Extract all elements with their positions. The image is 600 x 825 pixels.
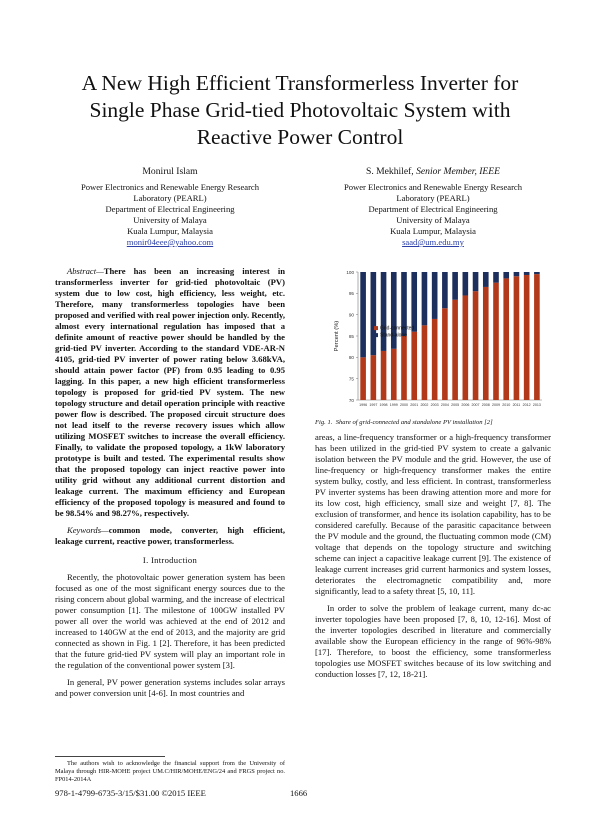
page-number: 1666 xyxy=(290,788,308,798)
figure-1-chart xyxy=(320,266,550,416)
x-tick-label: 2002 xyxy=(420,403,429,407)
bar-stand-alone xyxy=(524,272,530,275)
author-membership: Senior Member, IEEE xyxy=(416,166,501,177)
author-email-link[interactable]: saad@um.edu.my xyxy=(402,237,464,247)
x-tick-label: 2000 xyxy=(400,403,408,407)
y-tick-label: 100 xyxy=(346,269,354,275)
x-tick-label: 1998 xyxy=(379,403,388,407)
bar-grid-connected xyxy=(483,287,489,400)
bar-stand-alone xyxy=(483,272,489,287)
paper-title xyxy=(40,70,560,151)
legend-swatch xyxy=(374,333,378,337)
bar-grid-connected xyxy=(432,319,438,400)
bar-stand-alone xyxy=(493,272,499,283)
left-column xyxy=(55,266,285,699)
bar-stand-alone xyxy=(514,272,520,276)
footnote-rule xyxy=(55,756,165,757)
bar-grid-connected xyxy=(473,291,479,400)
abstract-label: Abstract— xyxy=(67,266,104,276)
figure-caption-text: Share of grid-connected and standalone PV installation [2] xyxy=(335,419,493,426)
bar-stand-alone xyxy=(452,272,458,300)
y-tick-label: 70 xyxy=(348,397,354,403)
keywords xyxy=(55,525,285,547)
bar-grid-connected xyxy=(381,351,387,400)
affiliation-line: Power Electronics and Renewable Energy Research xyxy=(343,182,523,192)
x-tick-label: 2013 xyxy=(532,403,541,407)
author-email-link[interactable]: monir04eee@yahoo.com xyxy=(126,237,214,247)
bar-stand-alone xyxy=(442,272,448,308)
bar-stand-alone xyxy=(360,272,366,357)
x-tick-label: 2008 xyxy=(481,403,490,407)
affiliation-line: Kuala Lumpur, Malaysia xyxy=(390,226,476,236)
y-tick-label: 95 xyxy=(348,291,354,297)
isbn-footer: 978-1-4799-6735-3/15/$31.00 ©2015 IEEE xyxy=(55,788,206,798)
bar-stand-alone xyxy=(463,272,469,295)
x-tick-label: 2009 xyxy=(492,403,500,407)
x-tick-label: 1999 xyxy=(389,403,398,407)
y-axis-label: Percent (%) xyxy=(334,320,340,352)
bar-grid-connected xyxy=(411,332,417,400)
right-column xyxy=(315,432,551,680)
x-tick-label: 2005 xyxy=(451,403,460,407)
bar-stand-alone xyxy=(411,272,417,332)
affiliation-line: Department of Electrical Engineering xyxy=(105,204,235,214)
legend-label: Grid-connected xyxy=(380,325,415,332)
author-name: S. Mekhilef, xyxy=(365,166,414,177)
x-tick-label: 1996 xyxy=(359,403,368,407)
author-block-2 xyxy=(318,166,548,248)
intro-paragraph-2: In general, PV power generation systems includes solar arrays and power conversion unit [4-6]. In most countries and xyxy=(55,677,285,698)
affiliation-line: Power Electronics and Renewable Energy Research xyxy=(80,182,260,192)
bar-grid-connected xyxy=(360,357,366,400)
x-tick-label: 2007 xyxy=(471,403,480,407)
affiliation-line: University of Malaya xyxy=(396,215,470,225)
affiliation-line: Department of Electrical Engineering xyxy=(368,204,498,214)
bar-stand-alone xyxy=(473,272,479,291)
bar-stand-alone xyxy=(381,272,387,351)
bar-stand-alone xyxy=(503,272,509,278)
x-tick-label: 2006 xyxy=(461,403,470,407)
affiliation-line: Kuala Lumpur, Malaysia xyxy=(127,226,213,236)
bar-stand-alone xyxy=(432,272,438,319)
title-line-1: A New High Efficient Transformerless Inverter for xyxy=(81,71,519,95)
x-tick-label: 2001 xyxy=(410,403,419,407)
x-tick-label: 2004 xyxy=(440,403,449,407)
right-paragraph-2: In order to solve the problem of leakage current, many dc-ac inverter topologies have been proposed [7, 8, 10, 12-16]. Most of the inverter topologies described in literature and commercially available show the European efficiency in the range of 96%-98% [17]. Therefore, to boost the efficiency, some transformerless topologies use MOSFET switches because of its low switching and conduction losses [7, 12, 18-21]. xyxy=(315,603,551,679)
x-tick-label: 2011 xyxy=(512,403,521,407)
affiliation-line: Laboratory (PEARL) xyxy=(396,193,470,203)
legend-swatch xyxy=(374,326,378,330)
bar-grid-connected xyxy=(422,325,428,400)
x-tick-label: 2012 xyxy=(522,403,531,407)
x-tick-label: 1997 xyxy=(369,403,378,407)
keywords-text: common mode, converter, high efficient, leakage current, reactive power, transformerless. xyxy=(55,525,285,546)
bar-grid-connected xyxy=(442,308,448,400)
intro-paragraph-1: Recently, the photovoltaic power generation system has been focused as one of the most significant energy sources due to the rising concern about global warming, and the increase of electrical power consumption [1]. The milestone of 100GW installed PV power all over the world was achieved at the end of 2012 and increased to 140GW at the end of 2013, and the majority are grid connected as shown in Fig. 1 [2]. Therefore, it has been predicted that the future grid-tied PV system will play an important role in the regulation of the conventional power system [3]. xyxy=(55,572,285,670)
footnote: The authors wish to acknowledge the financial support from the University of Malaya through HIR-MOHE project UM.C/HIR/MOHE/ENG/24 and FRGS project no. FP014-2014A xyxy=(55,760,285,783)
bar-grid-connected xyxy=(463,295,469,400)
y-tick-label: 75 xyxy=(348,376,354,382)
abstract xyxy=(55,266,285,519)
bar-grid-connected xyxy=(534,274,540,400)
right-paragraph-1: areas, a line-frequency transformer or a high-frequency transformer has been utilized in the grid-tied PV system to create a galvanic isolation between the PV module and the grid. However, the use of line-frequency or high-frequency transformer makes the entire system bulky, costly, and less efficient. In contrast, transformerless PV inverter systems has been drawing attention more and more for its low cost, high efficiency, small size and weight [7, 8]. The exclusion of transformer, and hence its isolation capability, has to be considered carefully. Because of the parasitic capacitance between the PV module and the ground, the fluctuating common mode (CM) voltage that depends on the topology structure and switching scheme can inject a capacitive leakage current [9]. The existence of leakage current increases grid current harmonics and system losses, deteriorates the electromagnetic compatibility and, more significantly, lead to a safety threat [5, 10, 11]. xyxy=(315,432,551,596)
y-tick-label: 90 xyxy=(348,312,354,318)
bar-grid-connected xyxy=(452,300,458,400)
footnote-area xyxy=(55,756,285,784)
title-line-3: Reactive Power Control xyxy=(196,125,404,149)
section-heading: I. Introduction xyxy=(142,555,198,565)
author-block-1 xyxy=(55,166,285,248)
bar-grid-connected xyxy=(503,278,509,400)
affiliation-line: University of Malaya xyxy=(133,215,207,225)
bar-grid-connected xyxy=(391,349,397,400)
figure-label: Fig. 1. xyxy=(315,419,333,426)
figure-caption xyxy=(315,418,555,427)
bar-stand-alone xyxy=(422,272,428,325)
bar-grid-connected xyxy=(514,276,520,400)
title-line-2: Single Phase Grid-tied Photovoltaic System with xyxy=(89,98,511,122)
bar-grid-connected xyxy=(524,275,530,400)
x-tick-label: 2003 xyxy=(430,403,439,407)
y-tick-label: 80 xyxy=(348,355,354,361)
x-tick-label: 2010 xyxy=(502,403,511,407)
y-tick-label: 85 xyxy=(348,333,354,339)
author-name: Monirul Islam xyxy=(142,166,198,177)
keywords-label: Keywords— xyxy=(67,525,109,535)
bar-grid-connected xyxy=(493,283,499,400)
bar-grid-connected xyxy=(371,355,377,400)
abstract-text: There has been an increasing interest in transformerless inverter for grid-tied photovoltaic (PV) system due to low cost, high efficiency, less weight, etc. Therefore, many transformerless topologies have been proposed and verified with real power injection only. Recently, almost every international regulation has imposed that a definite amount of reactive power should be handled by the grid-tied PV inverter. According to the standard VDE-AR-N 4105, grid-tied PV inverter of power rating below 3.68kVA, should attain power factor (PF) from 0.95 leading to 0.95 lagging. In this paper, a new high efficient transformerless topology is proposed for grid-tied PV system. The new topology structure and detail operation principle with reactive power flow is described. The proposed circuit structure does not lead itself to the reverse recovery issues which allow utilizing MOSFET switches to increase the overall efficiency. Finally, to validate the proposed topology, a 1kW laboratory prototype is built and tested. The experimental results show that the proposed topology can inject reactive power into utility grid without any additional current distortion and leakage current. The maximum efficiency and European efficiency of the proposed topology is measured and found to be 98.54% and 98.27%, respectively. xyxy=(55,266,285,518)
bar-stand-alone xyxy=(534,272,540,274)
legend-label: Stand-alone xyxy=(380,332,407,339)
affiliation-line: Laboratory (PEARL) xyxy=(133,193,207,203)
bar-stand-alone xyxy=(371,272,377,355)
bar-grid-connected xyxy=(401,336,407,400)
